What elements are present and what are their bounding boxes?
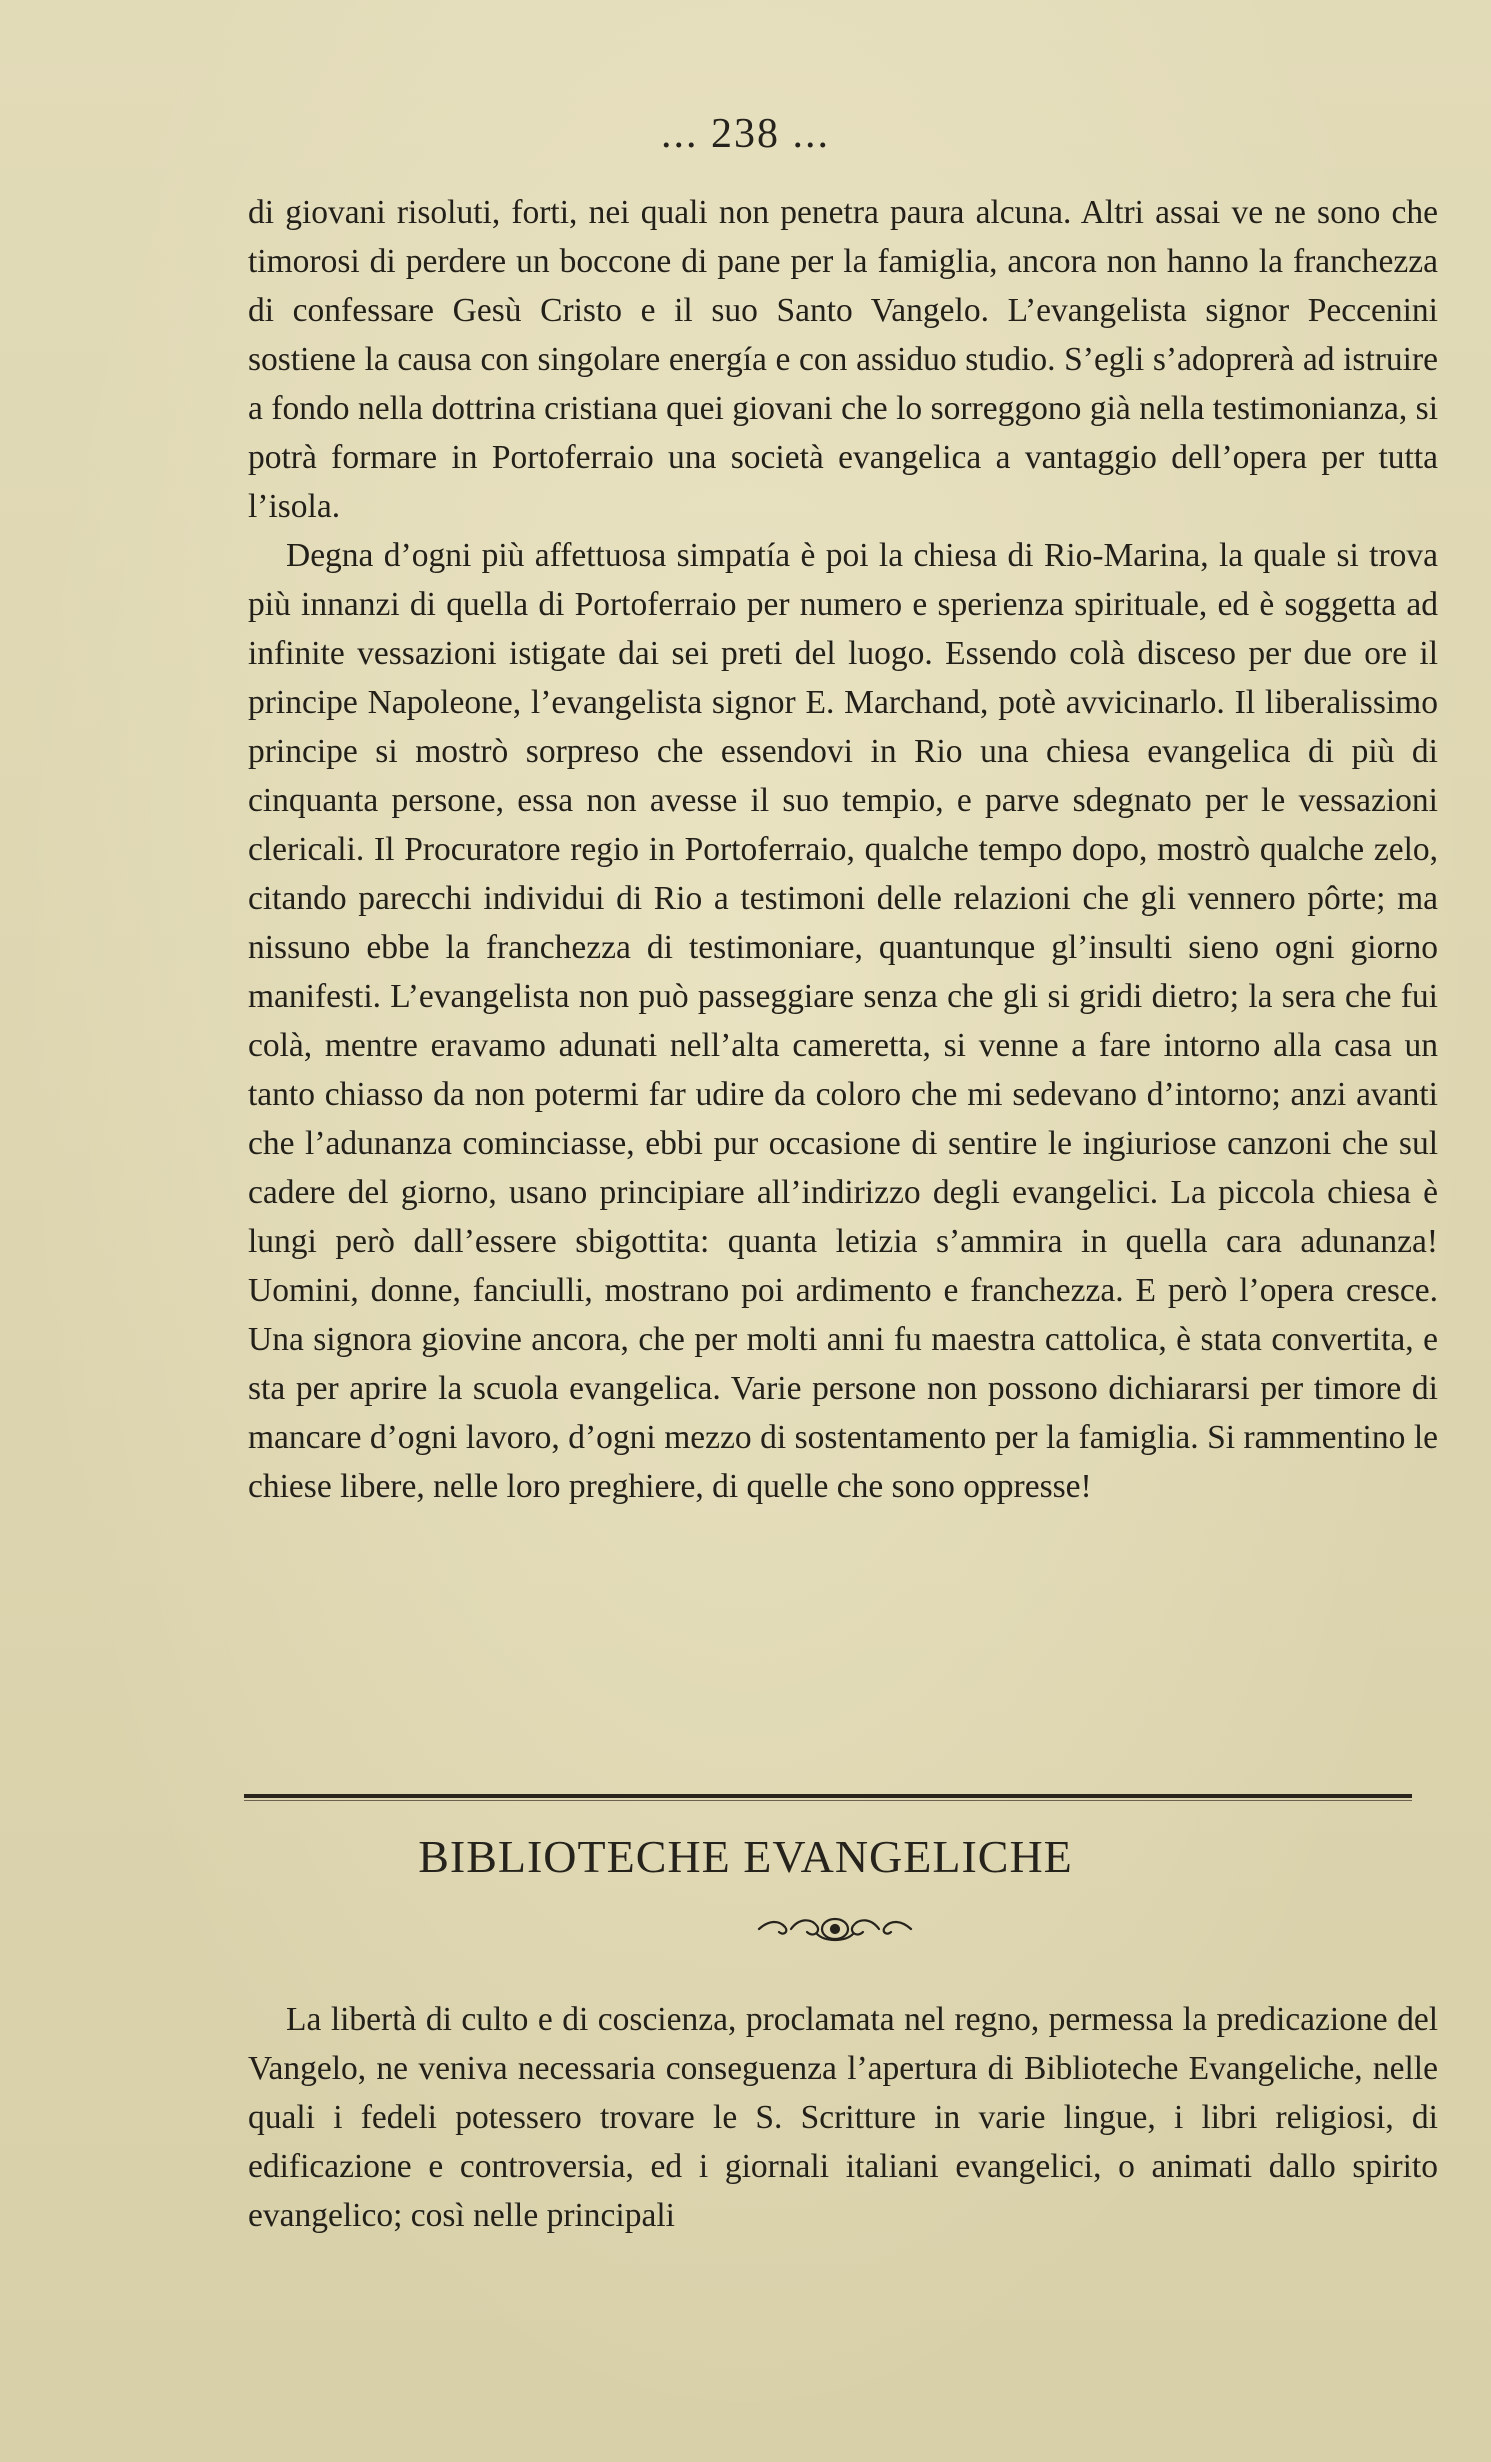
- section-text: [248, 1995, 1438, 2240]
- paragraph-continued: di giovani risoluti, forti, nei quali non penetra paura alcuna. Altri assai ve ne sono che timorosi di perdere un boccone di pane per la famiglia, ancora non hanno la franchezza di confessare Gesù Cristo e il suo Santo Vangelo. L’evangelista signor Peccenini sostiene la causa con singolare energía e con assiduo studio. S’egli s’adoprerà ad istruire a fondo nella dottrina cristiana quei giovani che lo sorreggono già nella testimonianza, si potrà formare in Portoferraio una società evangelica a vantaggio dell’opera per tutta l’isola.: [248, 194, 1438, 525]
- section-title: BIBLIOTECHE EVANGELICHE: [418, 1831, 1073, 1882]
- section-divider-thin: [244, 1800, 1412, 1801]
- page-number-header: ... 238 ...: [661, 111, 830, 157]
- paragraph-biblioteche: La libertà di culto e di coscienza, proclamata nel regno, permessa la predicazione del Vangelo, ne veniva necessaria conseguenza l’apertura di Biblioteche Evangeliche, nelle quali i fedeli potessero trovare le S. Scritture in varie lingue, i libri religiosi, di edificazione e controversia, ed i giornali italiani evangelici, o animati dallo spirito evangelico; così nelle principali: [248, 2001, 1438, 2234]
- paragraph-rio-marina: Degna d’ogni più affettuosa simpatía è poi la chiesa di Rio-Marina, la quale si trova più innanzi di quella di Portoferraio per numero e sperienza spirituale, ed è soggetta ad infinite vessazioni istigate dai sei preti del luogo. Essendo colà disceso per due ore il principe Napoleone, l’evangelista signor E. Marchand, potè avvicinarlo. Il liberalissimo principe si mostrò sorpreso che essendovi in Rio una chiesa evangelica di più di cinquanta persone, essa non avesse il suo tempio, e parve sdegnato per le vessazioni clericali. Il Procuratore regio in Portoferraio, qualche tempo dopo, mostrò qualche zelo, citando parecchi individui di Rio a testimoni delle relazioni che gli vennero pôrte; ma nissuno ebbe la franchezza di testimoniare, quantunque gl’insulti sieno ogni giorno manifesti. L’evangelista non può passeggiare senza che gli si gridi dietro; la sera che fui colà, mentre eravamo adunati nell’alta cameretta, si venne a fare intorno alla casa un tanto chiasso da non potermi far udire da coloro che mi sedevano d’intorno; anzi avanti che l’adunanza cominciasse, ebbi pur occasione di sentire le ingiuriose canzoni che sul cadere del giorno, usano principiare all’indirizzo degli evangelici. La piccola chiesa è lungi però dall’essere sbigottita: quanta letizia s’ammira in quella cara adunanza! Uomini, donne, fanciulli, mostrano poi ardimento e franchezza. E però l’opera cresce. Una signora giovine ancora, che per molti anni fu maestra cattolica, è stata convertita, e sta per aprire la scuola evangelica. Varie persone non possono dichiararsi per timore di mancare d’ogni lavoro, d’ogni mezzo di sostentamento per la famiglia. Si rammentino le chiese libere, nelle loro preghiere, di quelle che sono oppresse!: [248, 537, 1438, 1505]
- section-divider-thick: [244, 1794, 1412, 1798]
- fleuron-ornament-icon: [755, 1912, 915, 1946]
- article-text: [248, 188, 1438, 1511]
